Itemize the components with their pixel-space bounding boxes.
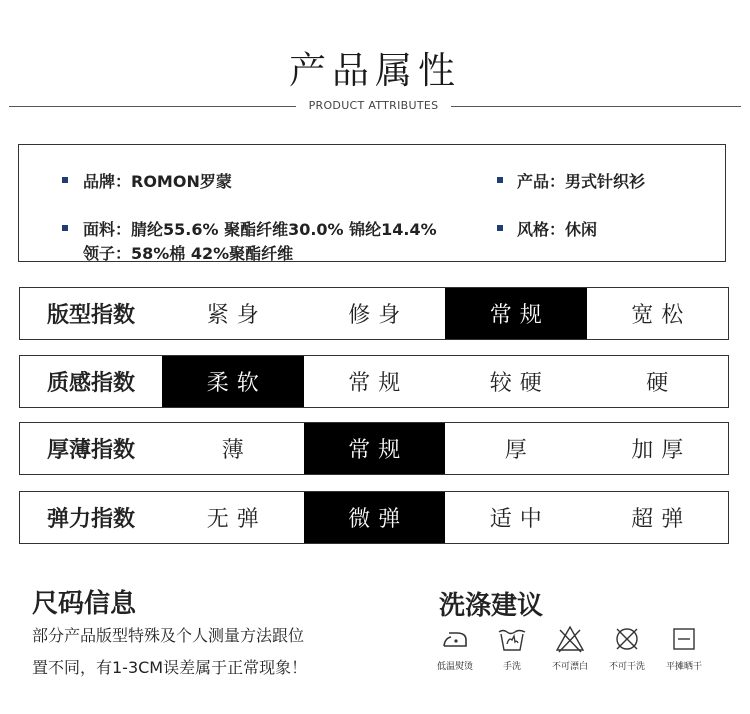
index-option-selected: 微弹: [304, 492, 446, 543]
index-option: 常规: [348, 371, 409, 396]
spec-brand: 品牌：ROMON罗蒙: [83, 172, 232, 191]
index-option-selected: 常规: [304, 423, 446, 474]
index-option-selected: 柔软: [162, 356, 304, 407]
divider-right: [451, 106, 741, 107]
index-label: 厚薄指数: [46, 438, 135, 463]
index-option: 宽松: [631, 303, 692, 328]
size-info-line: 部分产品版型特殊及个人测量方法跟位: [32, 626, 305, 645]
care-label: 低温熨烫: [436, 662, 473, 672]
low-temp-iron-icon: [440, 624, 470, 654]
no-dry-clean-icon: [612, 624, 642, 654]
index-label: 质感指数: [46, 371, 135, 396]
spec-style: 风格：休闲: [517, 220, 598, 239]
spec-product: 产品：男式针织衫: [517, 172, 646, 191]
bullet-icon: [497, 225, 503, 231]
texture-index-row: [19, 355, 729, 408]
care-label: 平摊晒干: [665, 662, 702, 672]
bullet-icon: [497, 177, 503, 183]
thickness-index-row: [19, 422, 729, 475]
no-bleach-icon: [555, 624, 585, 654]
spec-fabric: 面料：腈纶55.6% 聚酯纤维30.0% 锦纶14.4%: [83, 220, 437, 239]
divider-left: [9, 106, 296, 107]
index-option: 薄: [221, 438, 252, 463]
index-option: 修身: [348, 303, 409, 328]
index-option-selected: 常规: [445, 288, 587, 339]
care-label: 不可漂白: [551, 662, 588, 672]
index-option: 无弹: [206, 507, 267, 532]
index-option: 硬: [646, 371, 677, 396]
bullet-icon: [62, 177, 68, 183]
care-label: 不可干洗: [608, 662, 645, 672]
index-option: 紧身: [206, 303, 267, 328]
index-option: 厚: [504, 438, 535, 463]
bullet-icon: [62, 225, 68, 231]
index-option: 加厚: [631, 438, 692, 463]
size-info-heading: 尺码信息: [32, 589, 137, 619]
index-option: 较硬: [489, 371, 550, 396]
size-info-line: 置不同，有1-3CM误差属于正常现象！: [32, 658, 308, 677]
hand-wash-icon: [497, 624, 527, 654]
dry-flat-icon: [669, 624, 699, 654]
elasticity-index-row: [19, 491, 729, 544]
care-heading: 洗涤建议: [439, 591, 544, 621]
page-subtitle: PRODUCT ATTRIBUTES: [308, 99, 439, 112]
fit-index-row: [19, 287, 729, 340]
index-label: 版型指数: [46, 303, 135, 328]
index-option: 适中: [489, 507, 550, 532]
spec-collar: 领子：58%棉 42%聚酯纤维: [83, 244, 294, 263]
care-label: 手洗: [502, 662, 521, 672]
page-title: 产品属性: [289, 49, 461, 92]
index-label: 弹力指数: [46, 507, 135, 532]
index-option: 超弹: [631, 507, 692, 532]
